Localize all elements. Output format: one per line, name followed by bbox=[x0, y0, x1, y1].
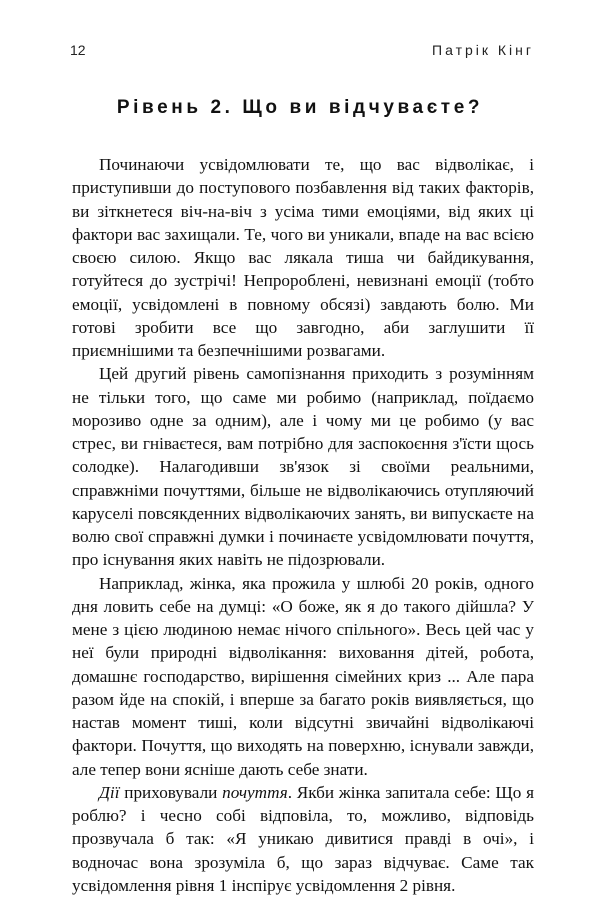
paragraph-last bbox=[72, 781, 534, 897]
body-text bbox=[72, 153, 534, 897]
italic-word-feelings: почуття bbox=[222, 782, 288, 802]
italic-word-actions: Дії bbox=[99, 782, 120, 802]
running-head-author: Патрік Кінг bbox=[432, 42, 534, 58]
paragraph-text: . Якби жінка запитала себе: Що я роблю? і чесно собі відповіла, то, можливо, відповідь прозвучала б так: «Я уникаю дивитися правді в очі», і водночас вона зрозуміла б, що зараз відчуває. Саме так усвідомлення рівня 1 інспірує усвідомлення 2 рівня. bbox=[72, 782, 534, 895]
page-header bbox=[70, 42, 534, 66]
paragraph: Починаючи усвідомлювати те, що вас відволікає, і приступивши до поступового позбавлення від таких факторів, ви зіткнетеся віч-на-віч з усіма тими емоціями, від яких ці фактори вас захищали. Те, чого ви уникали, впаде на вас всією своєю силою. Якщо вас лякала тиша чи байдикування, готуйтеся до зустрічі! Непророблені, невизнані емоції (тобто емоції, усвідомлені в повному обсязі) завдають болю. Ми готові зробити все що завгодно, аби заглушити її приємнішими та безпечнішими розвагами. bbox=[72, 155, 534, 360]
paragraph-text: приховували bbox=[119, 782, 223, 802]
chapter-title: Рівень 2. Що ви відчуваєте? bbox=[116, 97, 484, 118]
paragraph: Цей другий рівень самопізнання приходить з розумінням не тільки того, що саме ми робимо (наприклад, поїдаємо морозиво одне за одним), але і чому ми це робимо (у вас стрес, ви гніваєтеся, вам потрібно для заспокоєння з'їсти щось солодке). Налагодивши зв'язок зі своїми реальними, справжніми почуттями, більше не відволікаючись отупляючий каруселі повсякденних відволікаючих занять, ви випускаєте на волю свої справжні думки і починаєте усвідомлювати почуття, про існування яких навіть не підозрювали. bbox=[72, 364, 534, 570]
paragraph: Наприклад, жінка, яка прожила у шлюбі 20 років, одного дня ловить себе на думці: «О боже, як я до такого дійшла? У мене з цією людиною немає нічого спільного». Весь цей час у неї були природні відволікання: виховання дітей, робота, домашнє господарство, вирішення сімейних криз ... Але пара разом йде на спокій, і вперше за багато років виявляється, що настав момент тиші, коли відсутні звичайні відволікаючі фактори. Почуття, що виходять на поверхню, існували завжди, але тепер вони ясніше дають себе знати. bbox=[72, 573, 534, 779]
page-number: 12 bbox=[70, 42, 86, 58]
